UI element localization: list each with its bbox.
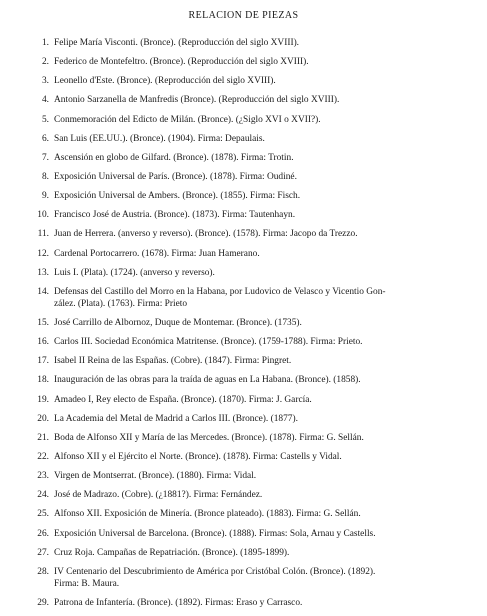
list-item bbox=[25, 489, 480, 501]
item-text: Virgen de Montserrat. (Bronce). (1880). Firma: Vidal. bbox=[54, 471, 257, 482]
list-item bbox=[25, 336, 480, 348]
list-item bbox=[25, 451, 480, 463]
item-number: 22. bbox=[37, 451, 49, 462]
page-title: RELACION DE PIEZAS bbox=[188, 10, 299, 21]
item-text: Carlos III. Sociedad Económica Matritense. (Bronce). (1759-1788). Firma: Prieto. bbox=[54, 337, 363, 348]
item-number: 16. bbox=[37, 337, 49, 348]
item-number: 21. bbox=[37, 432, 49, 443]
item-text: Patrona de Infantería. (Bronce). (1892). Firmas: Eraso y Carrasco. bbox=[54, 597, 303, 608]
item-number: 25. bbox=[37, 509, 49, 520]
item-text: Ascensión en globo de Gilfard. (Bronce). (1878). Firma: Trotin. bbox=[54, 152, 294, 163]
item-text: Cruz Roja. Campañas de Repatriación. (Bronce). (1895-1899). bbox=[54, 547, 290, 558]
item-text: Boda de Alfonso XII y María de las Mercedes. (Bronce). (1878). Firma: G. Sellán. bbox=[54, 432, 364, 443]
item-text: La Academia del Metal de Madrid a Carlos III. (Bronce). (1877). bbox=[54, 413, 298, 424]
item-text: Cardenal Portocarrero. (1678). Firma: Juan Hamerano. bbox=[54, 248, 260, 259]
item-number: 24. bbox=[37, 490, 49, 501]
list-item bbox=[25, 133, 480, 145]
list-item bbox=[25, 547, 480, 559]
item-text: San Luis (EE.UU.). (Bronce). (1904). Firma: Depaulais. bbox=[54, 133, 265, 144]
item-text: Francisco José de Austria. (Bronce). (1873). Firma: Tautenhayn. bbox=[54, 210, 296, 221]
item-text: Alfonso XII. Exposición de Minería. (Bronce plateado). (1883). Firma: G. Sellán. bbox=[54, 509, 361, 520]
item-text: Luis I. (Plata). (1724). (anverso y reverso). bbox=[54, 267, 215, 278]
item-number: 27. bbox=[37, 547, 49, 558]
item-number: 3. bbox=[41, 76, 49, 87]
item-number: 14. bbox=[37, 286, 49, 297]
item-number: 5. bbox=[41, 114, 49, 125]
item-text: Inauguración de las obras para la traída de aguas en La Habana. (Bronce). (1858). bbox=[54, 375, 361, 386]
item-number: 7. bbox=[41, 152, 49, 163]
item-number: 8. bbox=[41, 171, 49, 182]
list-item bbox=[25, 597, 480, 609]
list-item bbox=[25, 228, 480, 240]
item-text: José de Madrazo. (Cobre). (¿1881?). Firma: Fernández. bbox=[54, 490, 263, 501]
item-number: 26. bbox=[37, 528, 49, 539]
item-text: Conmemoración del Edicto de Milán. (Bronce). (¿Siglo XVI o XVII?). bbox=[54, 114, 321, 125]
list-item bbox=[25, 566, 480, 590]
item-number: 23. bbox=[37, 471, 49, 482]
item-text: Amadeo I, Rey electo de España. (Bronce). (1870). Firma: J. García. bbox=[54, 394, 312, 405]
item-number: 4. bbox=[41, 95, 49, 106]
item-text: Alfonso XII y el Ejército el Norte. (Bronce). (1878). Firma: Castells y Vidal. bbox=[54, 451, 342, 462]
list-item bbox=[25, 286, 480, 310]
item-number: 12. bbox=[37, 248, 49, 259]
list-item bbox=[25, 413, 480, 425]
list-item bbox=[25, 528, 480, 540]
list-item bbox=[25, 56, 480, 68]
item-text: José Carrillo de Albornoz, Duque de Montemar. (Bronce). (1735). bbox=[54, 317, 302, 328]
list-item bbox=[25, 37, 480, 49]
item-text: Exposición Universal de París. (Bronce). (1878). Firma: Oudiné. bbox=[54, 171, 297, 182]
item-number: 13. bbox=[37, 267, 49, 278]
item-text: Felipe María Visconti. (Bronce). (Reproducción del siglo XVIII). bbox=[54, 38, 300, 48]
item-text: Antonio Sarzanella de Manfredis (Bronce). (Reproducción del siglo XVIII). bbox=[54, 95, 340, 106]
item-text: Leonello d'Este. (Bronce). (Reproducción del siglo XVIII). bbox=[54, 76, 276, 87]
list-item bbox=[25, 114, 480, 126]
item-number: 9. bbox=[41, 191, 49, 202]
item-text: Exposición Universal de Barcelona. (Bronce). (1888). Firmas: Sola, Arnau y Castells. bbox=[54, 528, 376, 539]
item-text: Isabel II Reina de las Españas. (Cobre). (1847). Firma: Pingret. bbox=[54, 356, 292, 367]
item-number: 1. bbox=[41, 38, 49, 48]
list-item bbox=[25, 171, 480, 183]
piece-list bbox=[25, 37, 480, 616]
item-number: 17. bbox=[37, 356, 49, 367]
list-item bbox=[25, 355, 480, 367]
list-item bbox=[25, 94, 480, 106]
list-item bbox=[25, 432, 480, 444]
item-number: 11. bbox=[37, 229, 49, 240]
item-number: 29. bbox=[37, 597, 49, 608]
item-number: 19. bbox=[37, 394, 49, 405]
item-text: Juan de Herrera. (anverso y reverso). (Bronce). (1578). Firma: Jacopo da Trezzo. bbox=[54, 229, 358, 240]
item-number: 6. bbox=[41, 133, 49, 144]
list-item bbox=[25, 374, 480, 386]
item-text: Defensas del Castillo del Morro en la Habana, por Ludovico de Velasco y Vicentio Gon- zález. (Plata). (1763). Firma: Prieto bbox=[54, 286, 386, 309]
item-number: 10. bbox=[37, 210, 49, 221]
list-item bbox=[25, 75, 480, 87]
item-text: IV Centenario del Descubrimiento de América por Cristóbal Colón. (Bronce). (1892). Firma: B. Maura. bbox=[54, 566, 376, 589]
item-number: 2. bbox=[41, 57, 49, 68]
list-item bbox=[25, 470, 480, 482]
list-item bbox=[25, 508, 480, 520]
list-item bbox=[25, 190, 480, 202]
item-text: Exposición Universal de Ambers. (Bronce). (1855). Firma: Fisch. bbox=[54, 191, 301, 202]
list-item bbox=[25, 317, 480, 329]
list-item bbox=[25, 394, 480, 406]
item-number: 20. bbox=[37, 413, 49, 424]
item-text: Federico de Montefeltro. (Bronce). (Reproducción del siglo XVIII). bbox=[54, 57, 309, 68]
list-item bbox=[25, 248, 480, 260]
list-item bbox=[25, 152, 480, 164]
list-item bbox=[25, 209, 480, 221]
item-number: 18. bbox=[37, 375, 49, 386]
item-number: 15. bbox=[37, 317, 49, 328]
item-number: 28. bbox=[37, 566, 49, 577]
list-item bbox=[25, 267, 480, 279]
